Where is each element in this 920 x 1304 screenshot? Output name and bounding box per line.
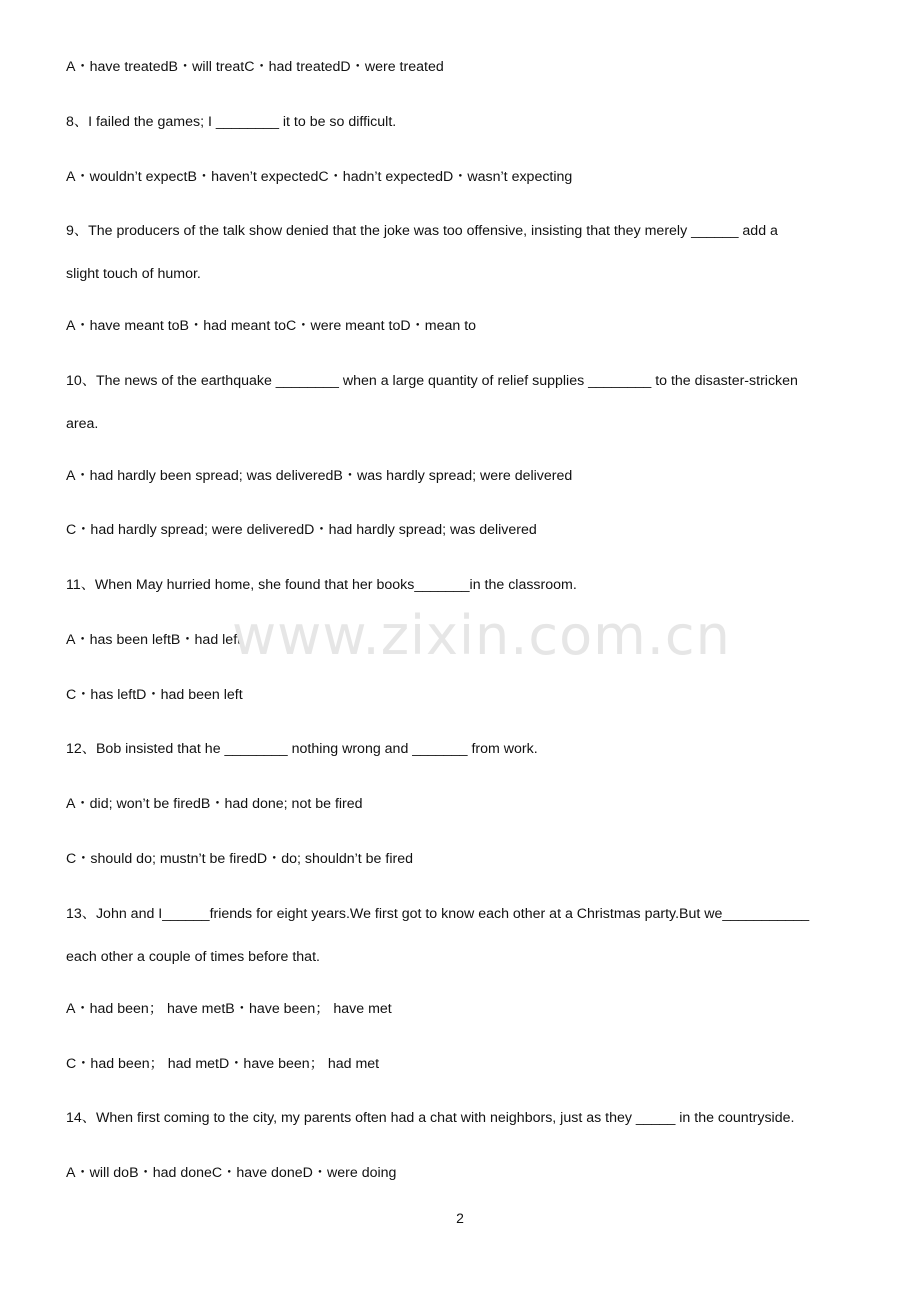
q12-options-ab: A・did; won’t be firedB・had done; not be fired (66, 796, 363, 812)
q10-options-ab: A・had hardly been spread; was deliveredB・was hardly spread; were delivered (66, 468, 573, 484)
watermark: www.zixin.com.cn (232, 604, 731, 667)
q14-question: 14、When first coming to the city, my parents often had a chat with neighbors, just as they _____ in the countryside. (66, 1110, 795, 1126)
q11-options-ab: A・has been leftB・had left (66, 632, 242, 648)
q9-options: A・have meant toB・had meant toC・were meant toD・mean to (66, 318, 477, 334)
q14-options: A・will doB・had doneC・have doneD・were doing (66, 1165, 397, 1181)
q7-options: A・have treatedB・will treatC・had treatedD・were treated (66, 59, 444, 75)
q13-question-line2: each other a couple of times before that. (66, 949, 320, 965)
q13-question-line1: 13、John and I______friends for eight years.We first got to know each other at a Christmas party.But we___________ (66, 906, 810, 922)
page-number: 2 (456, 1210, 464, 1226)
q9-question-line2: slight touch of humor. (66, 266, 201, 282)
q9-question-line1: 9、The producers of the talk show denied that the joke was too offensive, insisting that they merely ______ add a (66, 223, 778, 239)
q13-options-cd: C・had been； had metD・have been； had met (66, 1056, 380, 1072)
q12-options-cd: C・should do; mustn’t be firedD・do; shouldn’t be fired (66, 851, 413, 867)
q8-options: A・wouldn’t expectB・haven’t expectedC・hadn’t expectedD・wasn’t expecting (66, 169, 573, 185)
q10-question-line2: area. (66, 416, 99, 432)
q12-question: 12、Bob insisted that he ________ nothing wrong and _______ from work. (66, 741, 538, 757)
q13-options-ab: A・had been； have metB・have been； have met (66, 1001, 392, 1017)
q11-question: 11、When May hurried home, she found that her books_______in the classroom. (66, 577, 577, 593)
q11-options-cd: C・has leftD・had been left (66, 687, 243, 703)
q10-options-cd: C・had hardly spread; were deliveredD・had hardly spread; was delivered (66, 522, 537, 538)
q8-question: 8、I failed the games; I ________ it to be so difficult. (66, 114, 397, 130)
q10-question-line1: 10、The news of the earthquake ________ when a large quantity of relief supplies ________ to the disaster-stricken (66, 373, 798, 389)
